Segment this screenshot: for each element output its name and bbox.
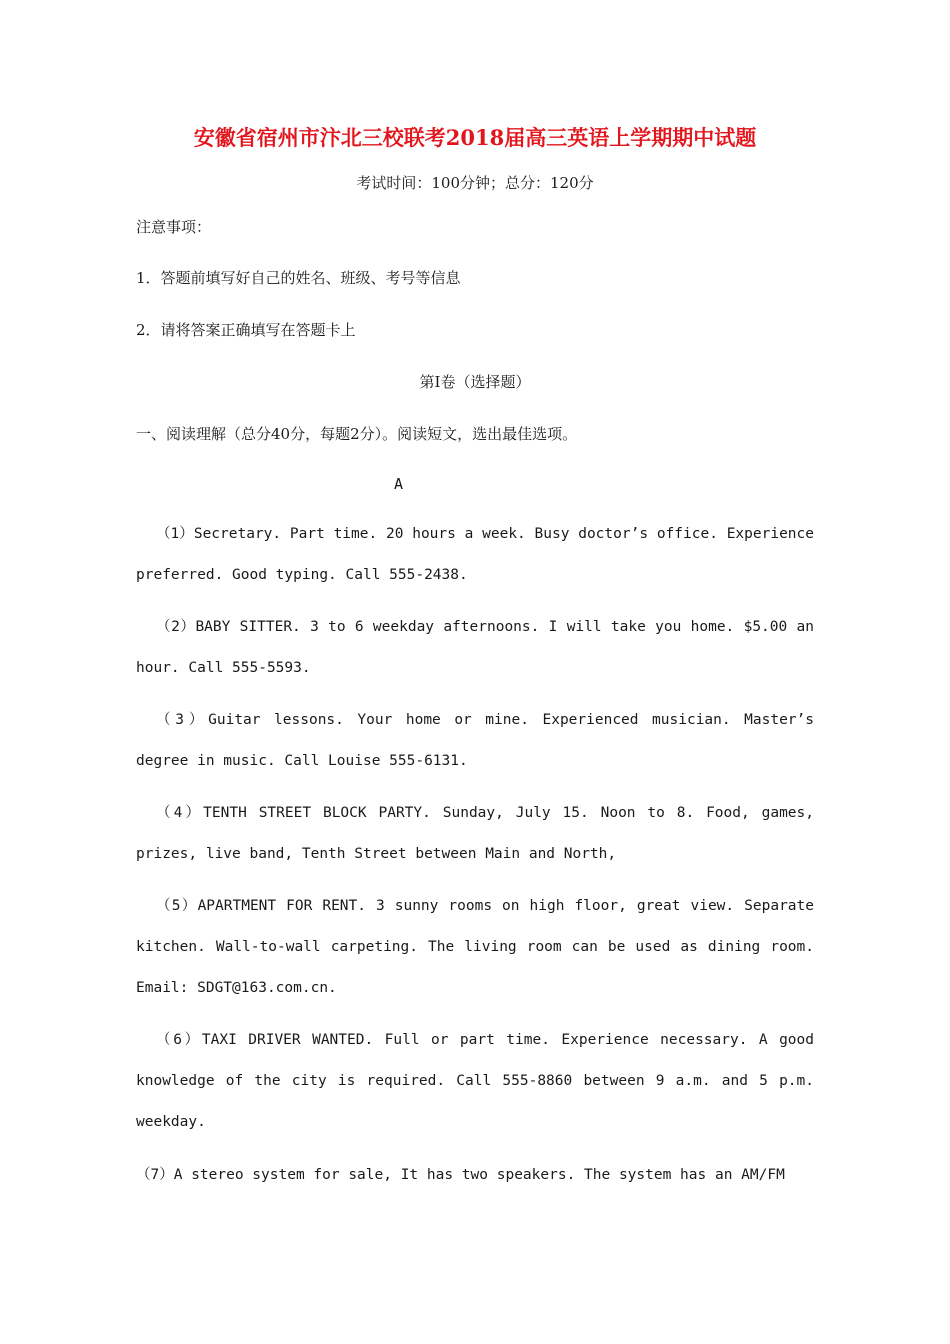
notes-heading: 注意事项：	[136, 218, 212, 236]
ad-paragraph: （7）A stereo system for sale, It has two speakers. The system has an AM/FM	[136, 1167, 785, 1183]
part-heading: 一、阅读理解（总分40分，每题2分）。阅读短文，选出最佳选项。	[136, 425, 578, 443]
ad-paragraph: （2）BABY SITTER. 3 to 6 weekday afternoons. I will take you home. $5.00 an hour. Call 555-5593.	[136, 619, 814, 676]
passage-label: A	[394, 475, 404, 493]
page-title: 安徽省宿州市汴北三校联考2018届高三英语上学期期中试题	[193, 125, 757, 150]
ad-paragraph: （1）Secretary. Part time. 20 hours a week. Busy doctor’s office. Experience preferred. Good typing. Call 555-2438.	[136, 526, 814, 583]
ad-paragraph: （5）APARTMENT FOR RENT. 3 sunny rooms on high floor, great view. Separate kitchen. Wall-to-wall carpeting. The living room can be used as dining room. Email: SDGT@163.com.cn.	[136, 898, 814, 996]
ad-paragraph: （3）Guitar lessons. Your home or mine. Experienced musician. Master’s degree in music. Call Louise 555-6131.	[136, 712, 814, 769]
ad-paragraph: （4）TENTH STREET BLOCK PARTY. Sunday, July 15. Noon to 8. Food, games, prizes, live band, Tenth Street between Main and North,	[136, 805, 814, 862]
note-item: 2．请将答案正确填写在答题卡上	[136, 321, 356, 339]
ad-paragraph: （6）TAXI DRIVER WANTED. Full or part time. Experience necessary. A good knowledge of the city is required. Call 555-8860 between 9 a.m. and 5 p.m. weekday.	[136, 1032, 814, 1130]
volume-heading: 第Ⅰ卷（选择题）	[419, 373, 531, 391]
exam-info: 考试时间：100分钟；总分：120分	[356, 174, 594, 192]
note-item: 1．答题前填写好自己的姓名、班级、考号等信息	[136, 269, 461, 287]
